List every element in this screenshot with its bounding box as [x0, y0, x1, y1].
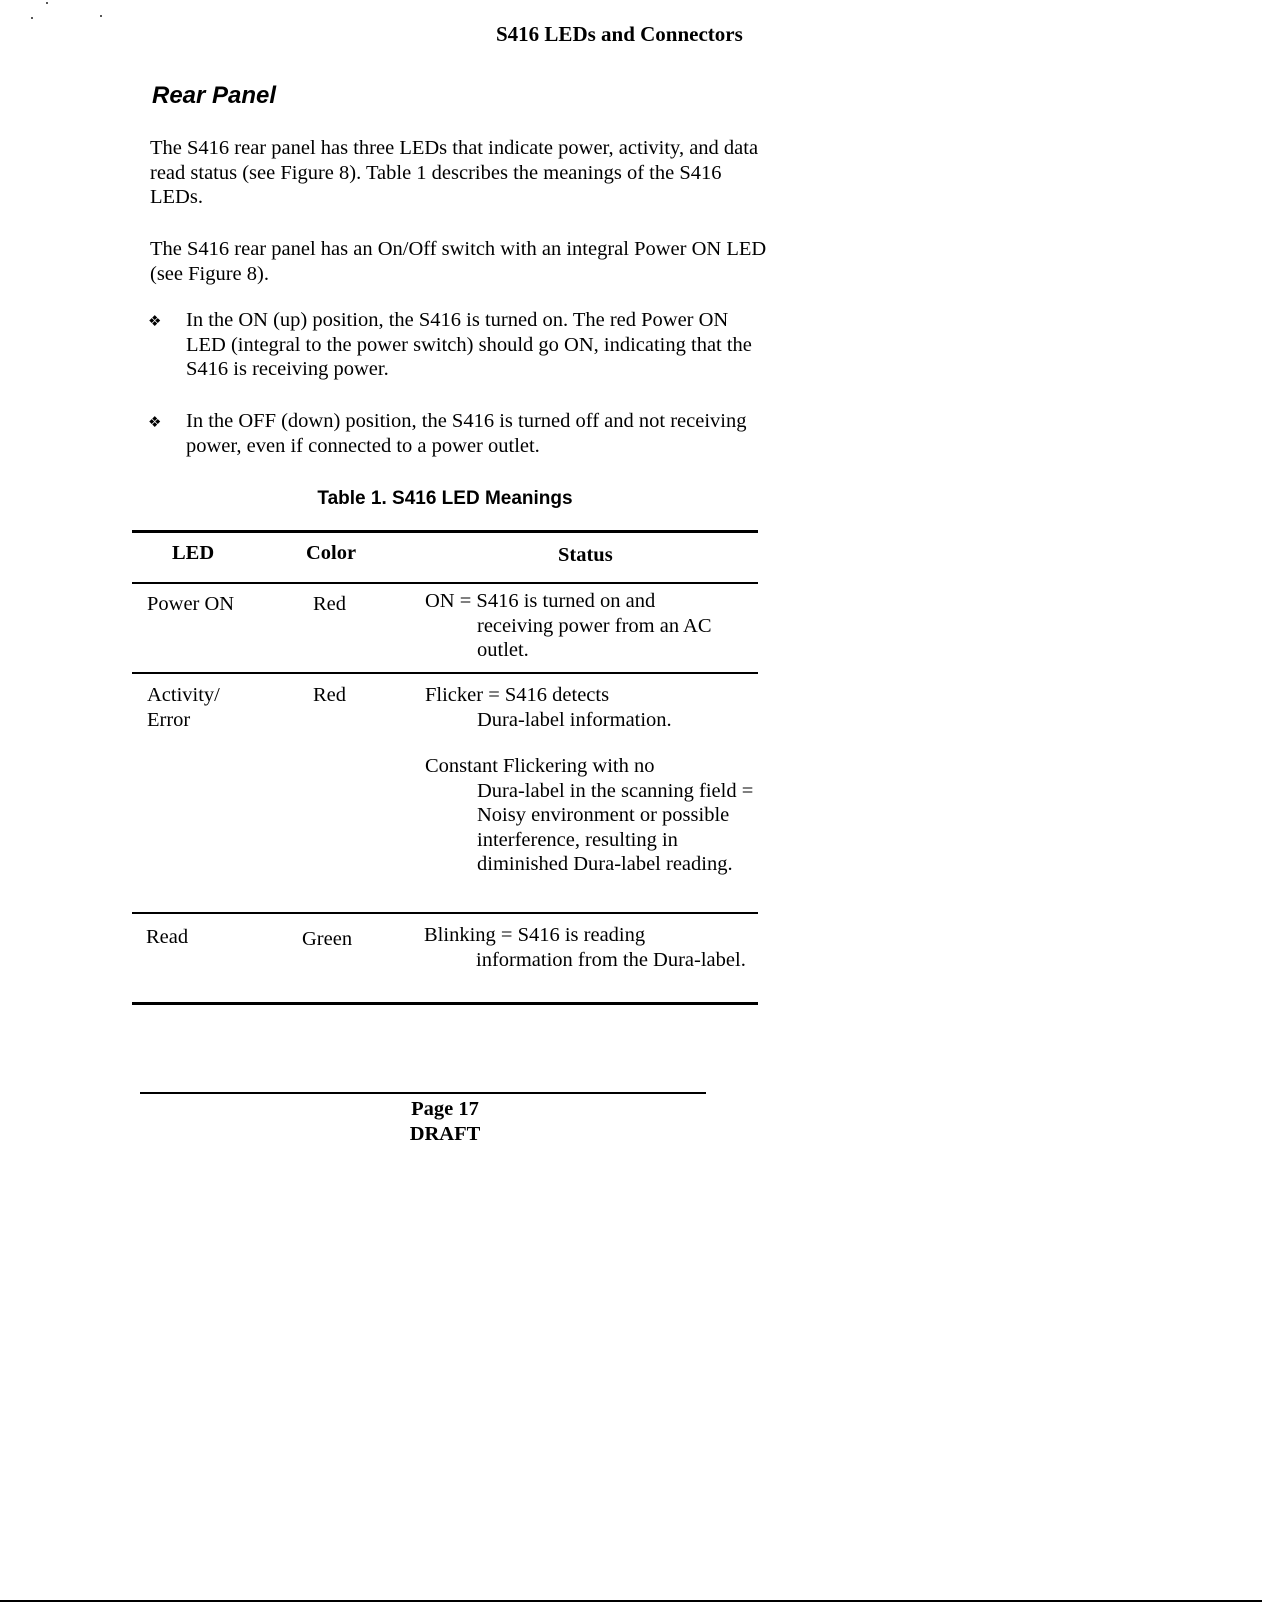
bullet-diamond-icon: ❖: [148, 312, 162, 330]
status-line: Constant Flickering with no: [425, 755, 655, 777]
bullet-text: In the ON (up) position, the S416 is turned on. The red Power ON LED (integral to the power switch) should go ON, indicating that the S416 is receiving power.: [186, 309, 752, 380]
header-color: Color: [306, 542, 357, 564]
scan-speck: [46, 2, 48, 4]
header-led: LED: [172, 542, 215, 564]
cell-color-read: Green: [302, 928, 353, 950]
page-number: Page 17: [411, 1098, 479, 1120]
status-continuation: information from the Dura-label.: [476, 948, 746, 971]
status-line: ON = S416 is turned on and: [425, 590, 656, 612]
bullet-diamond-icon: ❖: [148, 413, 162, 431]
cell-led-power-on: Power ON: [147, 593, 235, 615]
cell-led-activity-error: Activity/ Error: [147, 684, 220, 731]
cell-led-read: Read: [146, 926, 189, 948]
cell-status-read: [424, 923, 754, 972]
draft-label: DRAFT: [409, 1123, 481, 1145]
scan-bottom-edge: [0, 1600, 1262, 1602]
header-status: Status: [558, 544, 613, 566]
table-top-rule: [132, 530, 758, 533]
running-header: S416 LEDs and Connectors: [496, 22, 743, 46]
section-title: Rear Panel: [152, 82, 277, 109]
status-line: Flicker = S416 detects: [425, 684, 610, 706]
status-continuation: Dura-label information.: [477, 708, 672, 731]
scan-speck: [31, 17, 33, 19]
table-header-rule: [132, 582, 758, 584]
table-row-rule: [132, 912, 758, 914]
table-row-rule: [132, 672, 758, 674]
cell-color-activity-error: Red: [313, 684, 347, 706]
cell-status-activity-flicker: [425, 683, 755, 732]
cell-color-power-on: Red: [313, 593, 347, 615]
table-caption: Table 1. S416 LED Meanings: [317, 488, 573, 509]
scan-speck: [100, 15, 102, 17]
status-line: Blinking = S416 is reading: [424, 924, 646, 946]
footer-rule: [140, 1092, 706, 1094]
status-continuation: Dura-label in the scanning field = Noisy environment or possible interference, resulting in diminished Dura-label reading.: [477, 779, 754, 875]
status-continuation: receiving power from an AC outlet.: [477, 614, 712, 661]
switch-paragraph: The S416 rear panel has an On/Off switch with an integral Power ON LED (see Figure 8).: [150, 238, 767, 285]
table-bottom-rule: [132, 1002, 758, 1005]
cell-status-power-on: [425, 589, 755, 663]
bullet-text: In the OFF (down) position, the S416 is turned off and not receiving power, even if connected to a power outlet.: [186, 410, 747, 457]
cell-status-activity-constant: [425, 754, 755, 877]
intro-paragraph: The S416 rear panel has three LEDs that indicate power, activity, and data read status (see Figure 8). Table 1 describes the meanings of the S416 LEDs.: [150, 137, 759, 208]
